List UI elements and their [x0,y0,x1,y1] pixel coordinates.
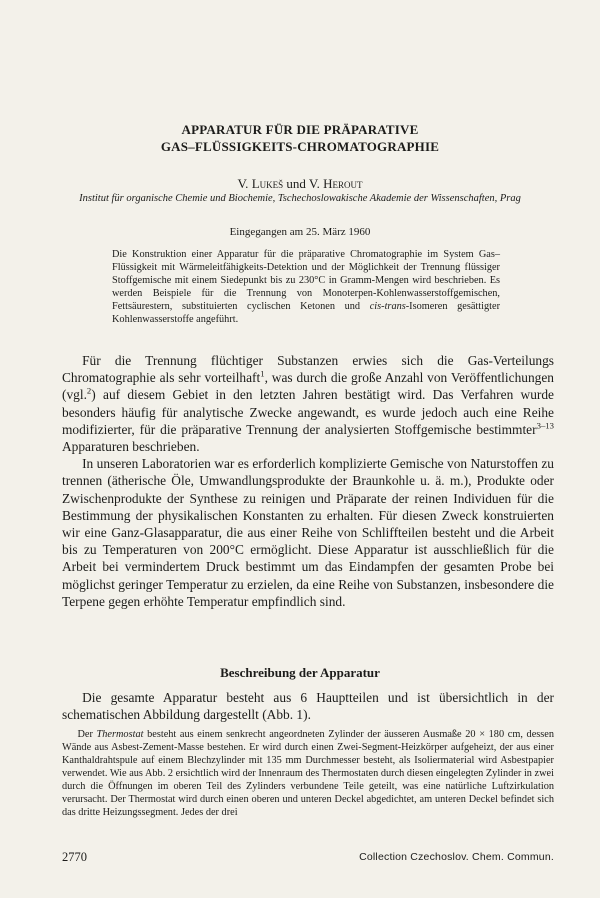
received-date: Eingegangen am 25. März 1960 [229,226,371,238]
citation-3-13: 3–13 [536,420,554,431]
introduction [62,352,554,610]
paragraph-2 [62,455,554,610]
para1-text-c: ) auf diesem Gebiet in den letzten Jahren bestätigt wird. Das Verfahren wurde besonders häufig für analytische Zwecke angewandt, es wurde jedoch auch eine Reihe modifizierter, für die präparative Trennung der analysierten Stoffgemische bestimmter [62,387,554,437]
page-number: 2770 [62,850,87,864]
title-line-2: GAS–FLÜSSIGKEITS-CHROMATOGRAPHIE [160,139,440,154]
paragraph-4 [62,728,554,819]
section-heading: Beschreibung der Apparatur [220,665,380,680]
author-1-surname: Lukeš [251,176,284,191]
author-2-surname: Herout [323,176,363,191]
citation-1: 1 [260,368,265,379]
para4-text-a: Der [77,729,97,740]
author-1-initial: V. [237,176,252,191]
authors [0,176,600,192]
abstract-text-2: -Isomeren gesättigter Kohlenwasserstoffe angeführt. [112,301,500,325]
paragraph-1 [62,352,554,455]
para4-text-b: besteht aus einem senkrecht angeordneten Zylinder der äusseren Ausmaße 20 × 180 cm, dessen Wände aus Asbest-Zement-Masse bestehen. Er wird durch einen Zwei-Segment-Heizkörper aufgeheizt, der aus einer Kanthaldrahtspule auf einem Blechzylinder mit 135 mm Durchmesser besteht, als Isoliermaterial wird Asbestpapier verwendet. Wie aus Abb. 2 ersichtlich wird der Innenraum des Thermostaten durch diesen eingelegten Zylinder in zwei durch die Öffnungen im oberen Teil des Zylinders verbundene Teile geteilt, was eine natürliche Luftzirkulation verursacht. Der Thermostat wird durch einen oberen und unteren Deckel abgedichtet, am unteren Deckel befindet sich das dritte Heizungssegment. Jedes der drei [62,729,554,818]
para1-text-b: , was durch die große Anzahl von Veröffentlichungen (vgl. [62,370,554,403]
para4-italic: Thermostat [96,729,144,740]
journal-name: Collection Czechoslov. Chem. Commun. [359,851,554,863]
para1-text-d: Apparaturen beschrieben. [62,439,200,455]
title-line-1: APPARATUR FÜR DIE PRÄPARATIVE [181,122,419,137]
authors-conjunction: und V. [283,176,324,191]
para2-text: In unseren Laboratorien war es erforderlich komplizierte Gemische von Naturstoffen zu trennen (ätherische Öle, Umwandlungsprodukte der Braunkohle u. ä. m.), Produkte oder Zwischenprodukte der Synthese zu reinigen und Präparate der reinen Individuen für die Bestimmung der physikalischen Konstanten zu erhalten. Für diesen Zweck konstruierten wir eine Ganz-Glasapparatur, die aus einer Reihe von Schliffteilen besteht und die Arbeit bis zu Temperaturen von 200°C ermöglicht. Diese Apparatur ist ausschließlich für die Arbeit bei vermindertem Druck bestimmt um das Eindampfen der gesamten Probe bei möglichst geringer Temperatur zu erzielen, da eine Reihe von Substanzen, insbesondere die Terpene gegen erhöhte Temperatur empfindlich sind. [62,456,554,609]
article-title [0,121,600,155]
para1-text-a: Für die Trennung flüchtiger Substanzen erwies sich die Gas-Verteilungs Chromatographie als sehr vorteilhaft [62,353,554,386]
abstract-italic: cis-trans [369,301,406,312]
abstract-text-1: Die Konstruktion einer Apparatur für die präparative Chromatographie im System Gas–Flüssigkeit mit Wärmeleitfähigkeits-Detektion und der Möglichkeit der Trennung flüssiger Stoffgemische mit einem Siedepunkt bis zu 230°C in Gramm-Mengen wird beschrieben. Es werden Beispiele für die Trennung von Monoterpen-Kohlenwasserstoffgemischen, Fettsäurestern, substituierten cyclischen Ketonen und [112,249,500,312]
citation-2: 2 [86,385,92,396]
para3-text: Die gesamte Apparatur besteht aus 6 Hauptteilen und ist übersichtlich in der schematischen Abbildung dargestellt (Abb. 1). [62,690,554,722]
paragraph-3 [62,689,554,723]
affiliation: Institut für organische Chemie und Biochemie, Tschechoslowakische Akademie der Wissenschaften, Prag [79,193,521,204]
abstract [112,248,500,326]
